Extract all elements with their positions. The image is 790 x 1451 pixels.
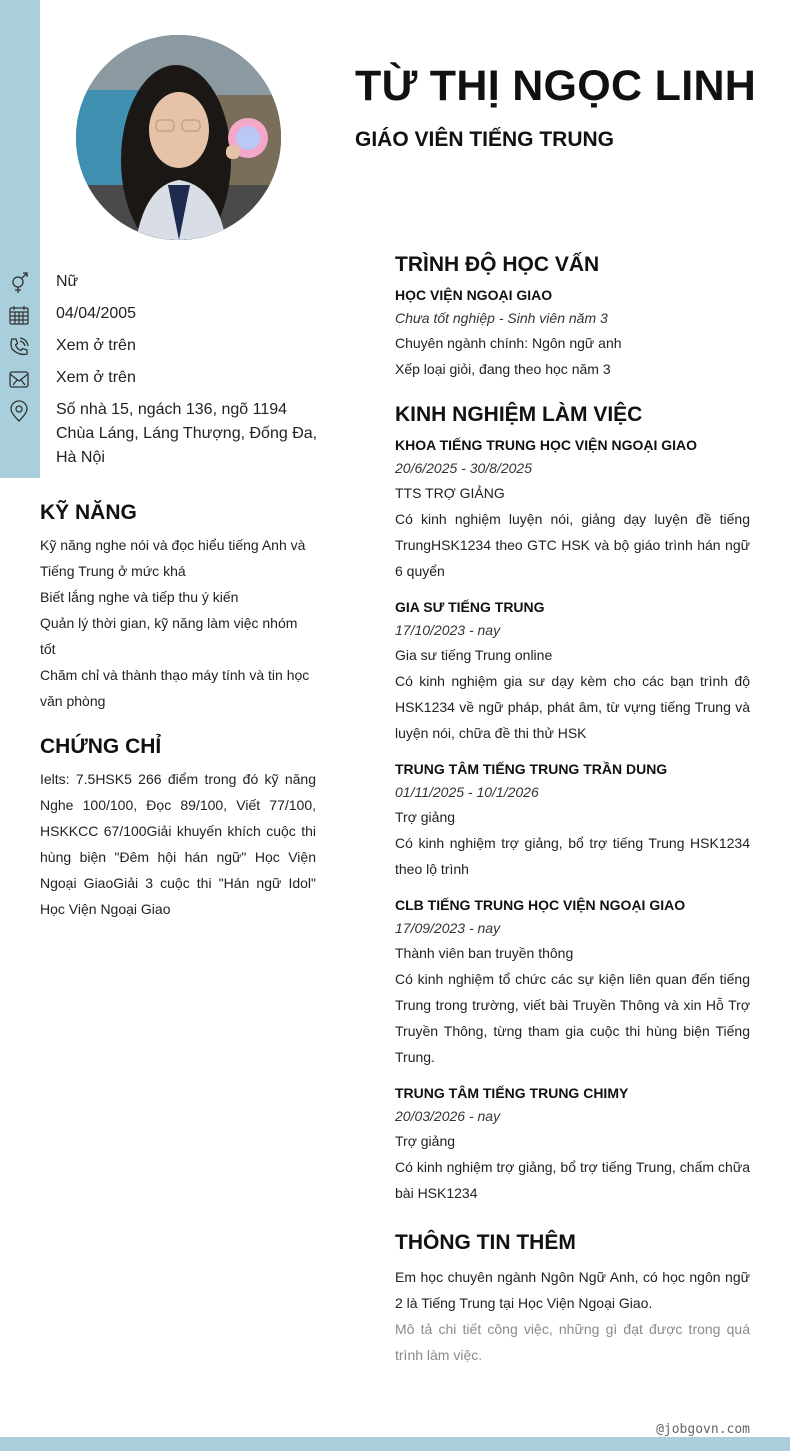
experience-item	[395, 894, 750, 1070]
experience-desc: Có kinh nghiệm gia sư dạy kèm cho các bạn trình độ HSK1234 về ngữ pháp, phát âm, từ vựng tiếng Trung và luyện nói, chữa đề thi thử HSK	[395, 673, 750, 741]
experience-item	[395, 758, 750, 882]
mail-icon	[8, 368, 30, 390]
email-value: Xem ở trên	[56, 369, 136, 386]
extra-info-section	[395, 1228, 750, 1368]
certificates-text: Ielts: 7.5HSK5 266 điểm trong đó kỹ năng Nghe 100/100, Đọc 89/100, Viết 77/100, HSKKCC 67/100Giải khuyến khích cuộc thi hùng biện "Đêm hội hán ngữ" Học Viện Ngoại GiaoGiải 3 cuộc thi "Hán ngữ Idol" Học Viện Ngoại Giao	[40, 771, 316, 917]
extra-info-text: Em học chuyên ngành Ngôn Ngữ Anh, có học ngôn ngữ 2 là Tiếng Trung tại Học Viện Ngoại Giao.	[395, 1269, 750, 1311]
experience-org: TRUNG TÂM TIẾNG TRUNG TRẦN DUNG	[395, 761, 668, 777]
experience-org: CLB TIẾNG TRUNG HỌC VIỆN NGOẠI GIAO	[395, 897, 686, 913]
location-icon	[8, 400, 30, 422]
skill-line: Biết lắng nghe và tiếp thu ý kiến	[40, 589, 239, 605]
experience-date: 20/6/2025 - 30/8/2025	[395, 460, 533, 476]
job-title: GIÁO VIÊN TIẾNG TRUNG	[355, 128, 615, 151]
experience-date: 01/11/2025 - 10/1/2026	[395, 784, 539, 800]
experience-role: Gia sư tiếng Trung online	[395, 647, 553, 663]
experience-desc: Có kinh nghiệm trợ giảng, bổ trợ tiếng Trung, chấm chữa bài HSK1234	[395, 1159, 750, 1201]
accent-footer-bar	[0, 1437, 790, 1451]
education-major: Chuyên ngành chính: Ngôn ngữ anh	[395, 335, 622, 351]
certificates-title: CHỨNG CHỈ	[40, 735, 162, 758]
experience-role: TTS TRỢ GIẢNG	[395, 485, 505, 501]
school-name: HỌC VIỆN NGOẠI GIAO	[395, 287, 553, 303]
experience-item	[395, 1082, 750, 1206]
skill-line: Quản lý thời gian, kỹ năng làm việc nhóm tốt	[40, 615, 298, 657]
education-grade: Xếp loại giỏi, đang theo học năm 3	[395, 361, 611, 377]
address-value	[56, 398, 317, 470]
experience-item	[395, 434, 750, 584]
address-line: Số nhà 15, ngách 136, ngõ 1194	[56, 401, 288, 418]
education-status: Chưa tốt nghiệp - Sinh viên năm 3	[395, 310, 608, 326]
experience-desc: Có kinh nghiệm trợ giảng, bổ trợ tiếng Trung HSK1234 theo lộ trình	[395, 835, 750, 877]
experience-date: 20/03/2026 - nay	[395, 1108, 501, 1124]
skill-line: Chăm chỉ và thành thạo máy tính và tin học	[40, 667, 310, 683]
avatar	[76, 35, 281, 240]
footer-brand: @jobgovn.com	[656, 1422, 750, 1437]
experience-item	[395, 596, 750, 746]
experience-role: Thành viên ban truyền thông	[395, 945, 574, 961]
experience-org: TRUNG TÂM TIẾNG TRUNG CHIMY	[395, 1085, 629, 1101]
experience-desc: Có kinh nghiệm tổ chức các sự kiện liên quan đến tiếng Trung trong trường, viết bài Truyền Thông và xin Hỗ Trợ Truyền Thông, từng tham gia cuộc thi hùng biện Tiếng Trung.	[395, 971, 750, 1065]
skills-section	[40, 498, 316, 714]
phone-icon	[8, 336, 30, 358]
education-section	[395, 250, 750, 382]
candidate-name: TỪ THỊ NGỌC LINH	[355, 62, 757, 110]
right-column	[395, 250, 750, 1368]
experience-desc: Có kinh nghiệm luyện nói, giảng dạy luyện đề tiếng TrungHSK1234 theo GTC HSK và bộ giáo trình hán ngữ 6 quyển	[395, 511, 750, 579]
extra-info-placeholder: Mô tả chi tiết công việc, những gì đạt được trong quá trình làm việc.	[395, 1321, 750, 1363]
calendar-icon	[8, 304, 30, 326]
avatar-photo	[76, 35, 281, 240]
experience-title: KINH NGHIỆM LÀM VIỆC	[395, 403, 643, 426]
phone-value: Xem ở trên	[56, 337, 136, 354]
experience-role: Trợ giảng	[395, 809, 456, 825]
experience-date: 17/09/2023 - nay	[395, 920, 501, 936]
experience-role: Trợ giảng	[395, 1133, 456, 1149]
extra-info-title: THÔNG TIN THÊM	[395, 1231, 576, 1254]
skill-line: Tiếng Trung ở mức khá	[40, 563, 186, 579]
birthday-value: 04/04/2005	[56, 305, 137, 322]
left-column	[40, 498, 316, 922]
education-title: TRÌNH ĐỘ HỌC VẤN	[395, 253, 600, 276]
gender-value: Nữ	[56, 273, 79, 290]
experience-section	[395, 400, 750, 1206]
experience-date: 17/10/2023 - nay	[395, 622, 501, 638]
address-line: Hà Nội	[56, 449, 105, 466]
experience-org: KHOA TIẾNG TRUNG HỌC VIỆN NGOẠI GIAO	[395, 437, 698, 453]
address-line: Chùa Láng, Láng Thượng, Đống Đa,	[56, 425, 318, 442]
certificates-section	[40, 732, 316, 922]
skills-title: KỸ NĂNG	[40, 501, 137, 524]
skill-line: văn phòng	[40, 693, 106, 709]
experience-org: GIA SƯ TIẾNG TRUNG	[395, 599, 545, 615]
skill-line: Kỹ năng nghe nói và đọc hiểu tiếng Anh và	[40, 537, 306, 553]
gender-icon	[8, 272, 30, 294]
